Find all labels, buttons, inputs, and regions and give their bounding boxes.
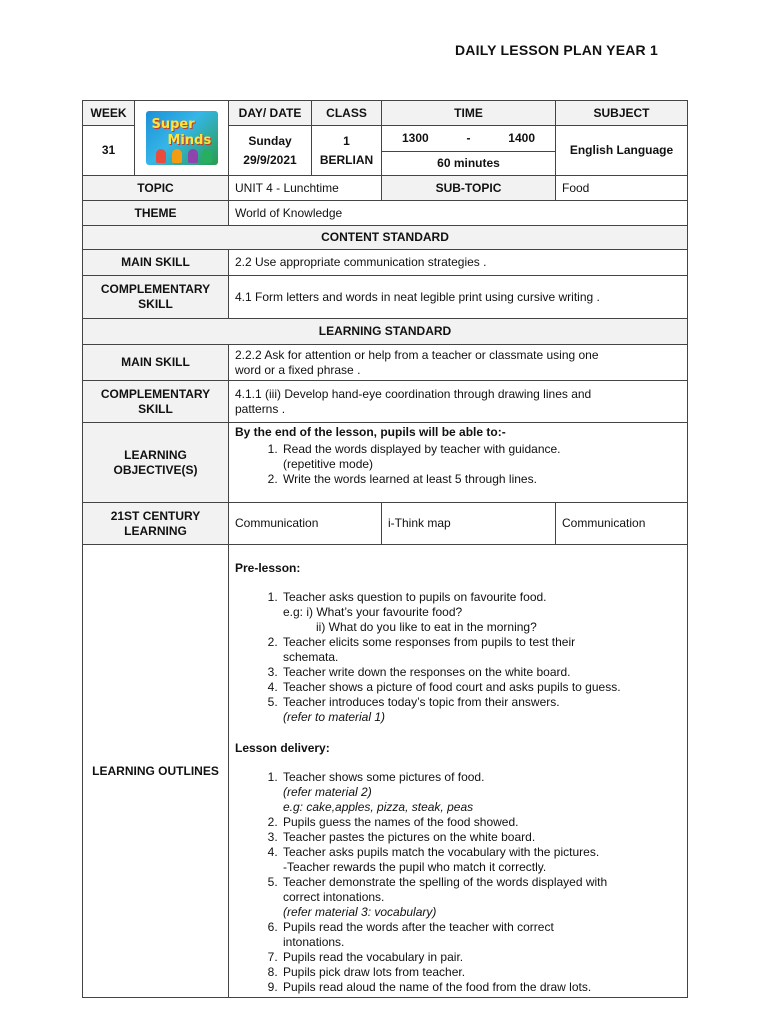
cs-main-skill-row: [83, 250, 688, 276]
delivery-note: (refer material 2): [283, 785, 372, 799]
class-value: [312, 126, 382, 176]
pre-lesson-example: ii) What do you like to eat in the morning?: [316, 620, 537, 634]
kid-figure-icon: [202, 149, 212, 163]
time-separator: -: [466, 131, 471, 145]
ls-main-skill-row: [83, 345, 688, 381]
delivery-item: [281, 980, 681, 995]
cs-comp-label-2: SKILL: [138, 297, 173, 311]
lesson-delivery-heading: Lesson delivery:: [235, 741, 330, 755]
century-label: [83, 503, 229, 545]
pre-lesson-item: [281, 695, 681, 725]
delivery-note: (refer material 3: vocabulary): [283, 905, 437, 919]
century-value-3: Communication: [556, 503, 688, 545]
ls-comp-label-2: SKILL: [138, 401, 173, 416]
century-label-1: 21ST CENTURY: [110, 508, 201, 523]
outlines-label: LEARNING OUTLINES: [83, 545, 229, 998]
delivery-item: [281, 770, 681, 815]
objective-item: [281, 472, 681, 487]
cs-complementary-label: [83, 276, 229, 319]
cs-main-skill-label: MAIN SKILL: [83, 250, 229, 276]
pre-lesson-list: [235, 590, 681, 725]
week-header: WEEK: [83, 101, 135, 126]
cs-complementary-value: 4.1 Form letters and words in neat legible print using cursive writing .: [229, 276, 688, 319]
pre-lesson-text: Teacher write down the responses on the white board.: [283, 665, 571, 679]
objectives-label-1: LEARNING: [124, 447, 187, 462]
delivery-example: e.g: cake,apples, pizza, steak, peas: [283, 800, 474, 814]
time-range: [382, 126, 556, 152]
theme-value: World of Knowledge: [229, 201, 688, 226]
objective-text: Read the words displayed by teacher with guidance.: [283, 442, 561, 456]
pre-lesson-item: [281, 590, 681, 635]
delivery-text: Pupils guess the names of the food showed.: [283, 815, 519, 829]
delivery-item: [281, 950, 681, 965]
day-value: Sunday: [248, 133, 292, 148]
pre-lesson-item: [281, 665, 681, 680]
pre-lesson-example: e.g: i) What’s your favourite food?: [283, 605, 463, 619]
page-title: DAILY LESSON PLAN YEAR 1: [455, 42, 658, 58]
duration-value: 60 minutes: [382, 152, 556, 176]
ls-main-line-1: 2.2.2 Ask for attention or help from a teacher or classmate using one: [235, 347, 599, 362]
delivery-item: [281, 875, 681, 920]
class-name: BERLIAN: [319, 152, 374, 167]
delivery-text: Teacher shows some pictures of food.: [283, 770, 485, 784]
pre-lesson-heading: Pre-lesson:: [235, 561, 301, 575]
pre-lesson-text: Teacher shows a picture of food court and asks pupils to guess.: [283, 680, 621, 694]
pre-lesson-note: (refer to material 1): [283, 710, 386, 724]
logo-text-line1: Super: [151, 117, 195, 132]
pre-lesson-text: Teacher elicits some responses from pupils to test their: [283, 635, 576, 649]
logo-cell: [135, 101, 229, 176]
book-cover-logo: [146, 111, 218, 165]
delivery-text: intonations.: [283, 935, 345, 949]
delivery-text: Teacher asks pupils match the vocabulary with the pictures.: [283, 845, 600, 859]
content-standard-heading: CONTENT STANDARD: [83, 226, 688, 250]
cs-main-skill-value: 2.2 Use appropriate communication strategies .: [229, 250, 688, 276]
delivery-text: Pupils read the words after the teacher with correct: [283, 920, 554, 934]
topic-label: TOPIC: [83, 176, 229, 201]
time-start: 1300: [402, 131, 429, 145]
century-value-1: Communication: [229, 503, 382, 545]
lesson-delivery-list: [235, 770, 681, 995]
delivery-item: [281, 965, 681, 980]
header-row: [83, 101, 688, 126]
theme-label: THEME: [83, 201, 229, 226]
delivery-text: Teacher demonstrate the spelling of the words displayed with: [283, 875, 608, 889]
century-value-2: i-Think map: [382, 503, 556, 545]
time-end: 1400: [508, 131, 535, 145]
delivery-item: [281, 815, 681, 830]
time-header: TIME: [382, 101, 556, 126]
pre-lesson-text: Teacher introduces today’s topic from their answers.: [283, 695, 560, 709]
ls-complementary-row: [83, 381, 688, 423]
delivery-text: Pupils pick draw lots from teacher.: [283, 965, 466, 979]
century-row: [83, 503, 688, 545]
ls-comp-line-1: 4.1.1 (iii) Develop hand-eye coordination through drawing lines and: [235, 386, 592, 401]
pre-lesson-item: [281, 635, 681, 665]
date-value: 29/9/2021: [243, 152, 297, 167]
objective-item: [281, 442, 681, 472]
pre-lesson-text: schemata.: [283, 650, 339, 664]
delivery-text: Pupils read aloud the name of the food from the draw lots.: [283, 980, 592, 994]
objectives-content: [229, 423, 688, 503]
day-date-value: [229, 126, 312, 176]
kid-figure-icon: [188, 149, 198, 163]
objectives-list: [235, 442, 681, 487]
topic-value: UNIT 4 - Lunchtime: [229, 176, 382, 201]
delivery-item: [281, 920, 681, 950]
delivery-text: correct intonations.: [283, 890, 385, 904]
objectives-row: [83, 423, 688, 503]
pre-lesson-item: [281, 680, 681, 695]
ls-comp-line-2: patterns .: [235, 401, 286, 416]
lesson-plan-table: [82, 100, 688, 998]
cs-complementary-row: [83, 276, 688, 319]
learning-standard-heading: LEARNING STANDARD: [83, 319, 688, 345]
century-label-2: LEARNING: [124, 523, 187, 538]
ls-main-skill-label: MAIN SKILL: [83, 345, 229, 381]
ls-main-skill-value: [229, 345, 688, 381]
week-value: 31: [83, 126, 135, 176]
theme-row: [83, 201, 688, 226]
subject-value: English Language: [556, 126, 688, 176]
class-number: 1: [343, 133, 350, 148]
subtopic-label: SUB-TOPIC: [382, 176, 556, 201]
ls-complementary-label: [83, 381, 229, 423]
kid-figure-icon: [156, 149, 166, 163]
ls-main-line-2: word or a fixed phrase .: [235, 362, 361, 377]
pre-lesson-text: Teacher asks question to pupils on favourite food.: [283, 590, 547, 604]
objectives-label: [83, 423, 229, 503]
outlines-content: [229, 545, 688, 998]
objective-text: Write the words learned at least 5 through lines.: [283, 472, 537, 486]
topic-row: [83, 176, 688, 201]
delivery-note: -Teacher rewards the pupil who match it correctly.: [283, 860, 547, 874]
kid-figure-icon: [172, 149, 182, 163]
subject-header: SUBJECT: [556, 101, 688, 126]
delivery-text: Teacher pastes the pictures on the white board.: [283, 830, 536, 844]
logo-text-line2: Minds: [167, 133, 212, 148]
delivery-item: [281, 845, 681, 875]
day-date-header: DAY/ DATE: [229, 101, 312, 126]
objectives-intro: By the end of the lesson, pupils will be able to:-: [235, 425, 506, 439]
objectives-label-2: OBJECTIVE(S): [113, 462, 198, 477]
ls-complementary-value: [229, 381, 688, 423]
delivery-text: Pupils read the vocabulary in pair.: [283, 950, 464, 964]
cs-comp-label-1: COMPLEMENTARY: [100, 282, 211, 296]
ls-comp-label-1: COMPLEMENTARY: [100, 386, 211, 401]
subtopic-value: Food: [556, 176, 688, 201]
objective-note: (repetitive mode): [283, 457, 374, 471]
delivery-item: [281, 830, 681, 845]
class-header: CLASS: [312, 101, 382, 126]
outlines-row: [83, 545, 688, 998]
